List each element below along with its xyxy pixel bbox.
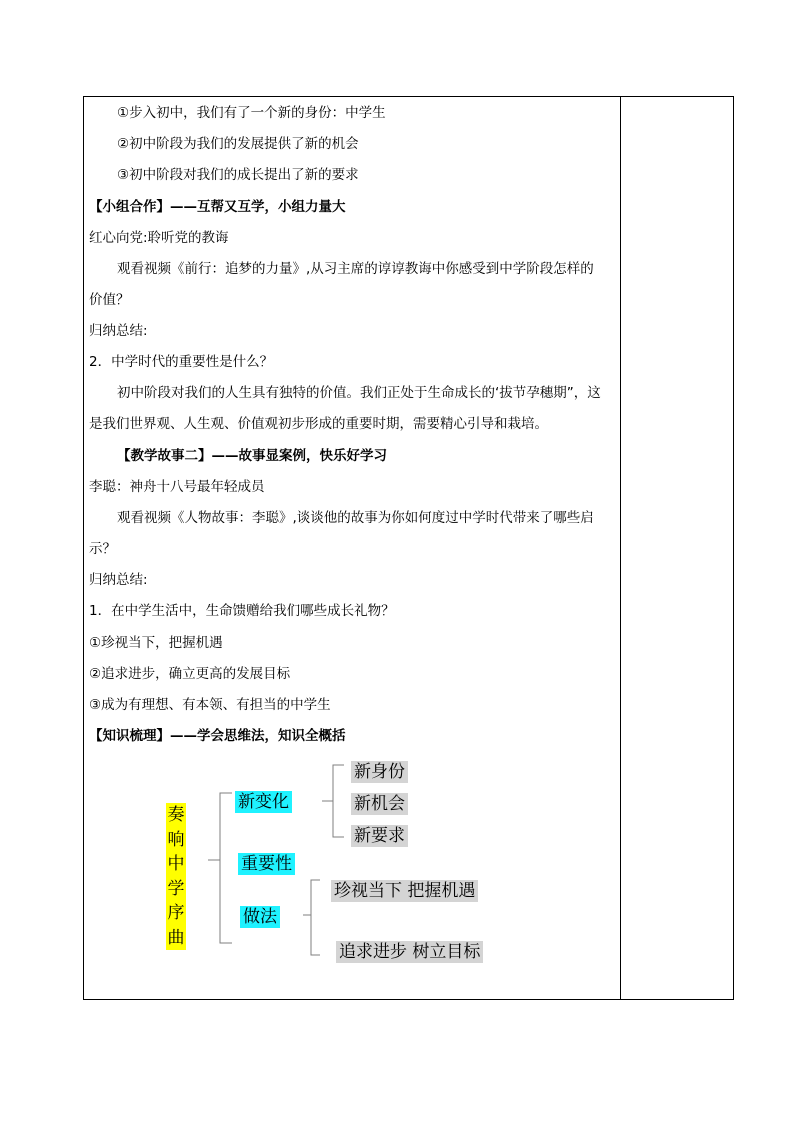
text-line: ①珍视当下，把握机遇 bbox=[89, 635, 223, 651]
text-line: ②追求进步，确立更高的发展目标 bbox=[89, 666, 291, 682]
section-heading: 【知识梳理】——学会思维法，知识全概括 bbox=[89, 728, 346, 744]
root-char: 中 bbox=[167, 854, 185, 874]
section-heading: 【教学故事二】——故事显案例，快乐好学习 bbox=[117, 448, 387, 464]
text-line: 归纳总结: bbox=[89, 572, 148, 588]
text-line: 1．在中学生活中，生命馈赠给我们哪些成长礼物？ bbox=[89, 603, 395, 619]
root-char: 学 bbox=[167, 878, 185, 899]
branch-new-change: 新变化 bbox=[235, 791, 292, 813]
text-line: 2．中学时代的重要性是什么？ bbox=[89, 354, 274, 370]
text-line: 是我们世界观、人生观、价值观初步形成的重要时期，需要精心引导和栽培。 bbox=[89, 416, 548, 432]
root-char: 序 bbox=[167, 903, 185, 923]
root-char: 响 bbox=[167, 829, 185, 850]
text-line: ②初中阶段为我们的发展提供了新的机会 bbox=[117, 136, 359, 152]
text-line: 价值？ bbox=[89, 292, 130, 308]
leaf-new-opportunity: 新机会 bbox=[351, 793, 408, 815]
table-column-divider bbox=[620, 96, 621, 1000]
leaf-new-requirement: 新要求 bbox=[351, 825, 408, 847]
text-line: 初中阶段对我们的人生具有独特的价值。我们正处于生命成长的‘拔节孕穗期”，这 bbox=[117, 385, 601, 401]
leaf-new-identity: 新身份 bbox=[351, 761, 408, 783]
text-line: 示？ bbox=[89, 541, 116, 557]
text-line: ③成为有理想、有本领、有担当的中学生 bbox=[89, 697, 331, 713]
text-line: 李聪：神舟十八号最年轻成员 bbox=[89, 479, 265, 495]
section-heading: 【小组合作】——互帮又互学，小组力量大 bbox=[89, 199, 346, 215]
branch-importance: 重要性 bbox=[238, 853, 295, 875]
root-char: 曲 bbox=[167, 927, 185, 948]
text-line: 观看视频《人物故事：李聪》,谈谈他的故事为你如何度过中学时代带来了哪些启 bbox=[117, 510, 594, 526]
leaf-cherish-present: 珍视当下 把握机遇 bbox=[331, 880, 478, 902]
mind-map-root bbox=[166, 803, 186, 950]
branch-methods: 做法 bbox=[240, 906, 280, 928]
text-line: ①步入初中，我们有了一个新的身份：中学生 bbox=[117, 105, 386, 121]
text-line: 观看视频《前行：追梦的力量》,从习主席的谆谆教诲中你感受到中学阶段怎样的 bbox=[117, 261, 594, 277]
leaf-pursue-progress: 追求进步 树立目标 bbox=[336, 941, 483, 963]
text-line: 归纳总结: bbox=[89, 323, 148, 339]
text-line: 红心向党:聆听党的教诲 bbox=[89, 230, 229, 246]
text-line: ③初中阶段对我们的成长提出了新的要求 bbox=[117, 167, 359, 183]
root-char: 奏 bbox=[167, 805, 185, 825]
